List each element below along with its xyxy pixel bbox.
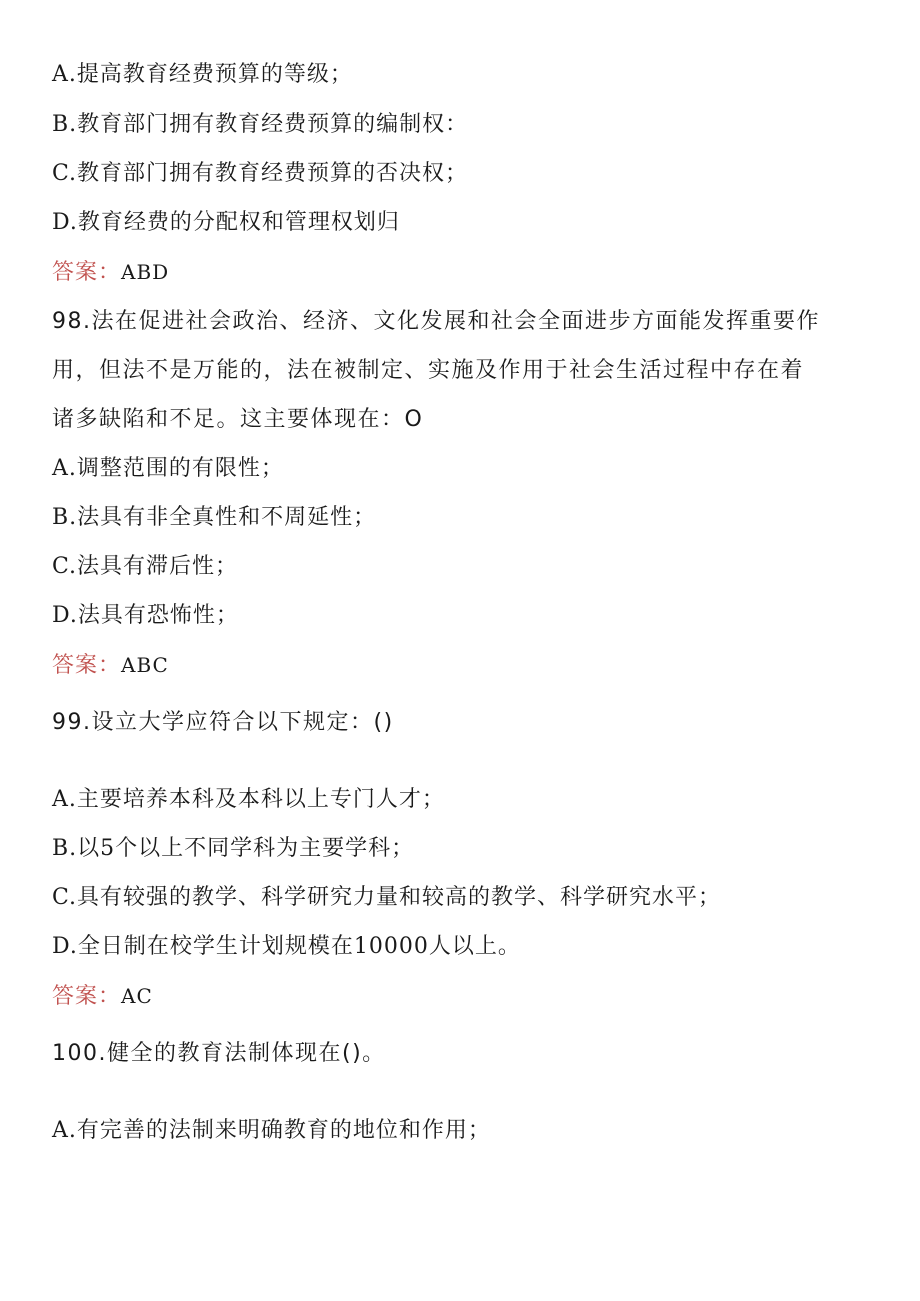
answer-label: 答案： [52, 984, 122, 1009]
q100-text: 100.健全的教育法制体现在()。 [52, 1041, 386, 1066]
q99-answer [52, 981, 153, 1012]
prev-option-a: A.提高教育经费预算的等级； [52, 62, 353, 87]
answer-label: 答案： [52, 653, 122, 678]
prev-option-d: D.教育经费的分配权和管理权划归 [52, 210, 400, 235]
answer-label: 答案： [52, 260, 122, 285]
q99-option-a: A.主要培养本科及本科以上专门人才； [52, 787, 445, 812]
q99-option-c: C.具有较强的教学、科学研究力量和较高的教学、科学研究水平； [52, 885, 722, 910]
q98-option-d: D.法具有恐怖性； [52, 603, 239, 628]
prev-option-c: C.教育部门拥有教育经费预算的否决权； [52, 161, 469, 186]
q100-option-a: A.有完善的法制来明确教育的地位和作用； [52, 1118, 491, 1143]
q98-text-line-2: 用，但法不是万能的，法在被制定、实施及作用于社会生活过程中存在着 [52, 358, 805, 383]
q98-option-a: A.调整范围的有限性； [52, 456, 284, 481]
prev-option-b: B.教育部门拥有教育经费预算的编制权： [52, 112, 469, 137]
q98-option-b: B.法具有非全真性和不周延性； [52, 505, 377, 530]
answer-value: AC [121, 984, 153, 1008]
q99-text: 99.设立大学应符合以下规定：() [52, 710, 394, 735]
prev-answer [52, 257, 169, 288]
answer-value: ABC [121, 653, 169, 677]
q99-option-d: D.全日制在校学生计划规模在10000人以上。 [52, 934, 521, 959]
q99-option-b: B.以5个以上不同学科为主要学科； [52, 836, 415, 861]
q98-text-line-3: 诸多缺陷和不足。这主要体现在：O [52, 407, 424, 432]
answer-value: ABD [121, 260, 170, 284]
q98-answer [52, 650, 169, 681]
q98-option-c: C.法具有滞后性； [52, 554, 239, 579]
q98-text-line-1: 98.法在促进社会政治、经济、文化发展和社会全面进步方面能发挥重要作 [52, 309, 820, 334]
